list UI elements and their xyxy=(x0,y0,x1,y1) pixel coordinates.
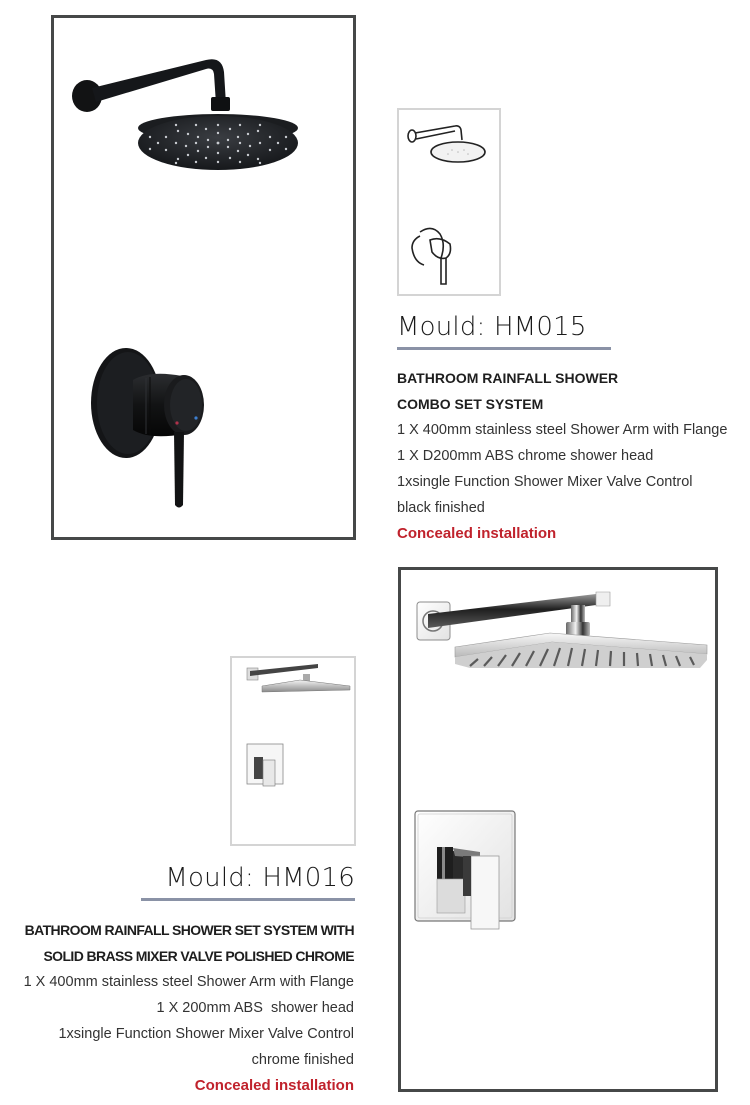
mould-title-hm015: Mould: HM015 xyxy=(397,312,587,342)
spec-line-finish: chrome finished xyxy=(251,1052,354,1068)
black-round-shower-set-image xyxy=(54,18,353,537)
round-shower-line-drawing-thumbnail xyxy=(399,110,499,294)
product-description-hm015 xyxy=(397,365,727,547)
title-underline-hm016 xyxy=(141,898,355,901)
spec-line-finish: black finished xyxy=(397,500,485,516)
title-underline-hm015 xyxy=(397,347,611,350)
product-heading-line-2: SOLID BRASS MIXER VALVE POLISHED CHROME xyxy=(43,948,354,964)
spec-line-arm: 1 X 400mm stainless steel Shower Arm with Flange xyxy=(23,974,354,990)
product-heading-line-1: BATHROOM RAINFALL SHOWER xyxy=(397,370,619,386)
product-heading-line-2: COMBO SET SYSTEM xyxy=(397,396,544,412)
chrome-square-shower-thumbnail xyxy=(232,658,354,844)
spec-line-valve: 1xsingle Function Shower Mixer Valve Control xyxy=(397,474,693,490)
spec-line-valve: 1xsingle Function Shower Mixer Valve Control xyxy=(58,1026,354,1042)
chrome-square-shower-set-image xyxy=(401,570,715,1089)
spec-line-head: 1 X 200mm ABS shower head xyxy=(156,1000,354,1016)
spec-line-head: 1 X D200mm ABS chrome shower head xyxy=(397,448,654,464)
product-image-frame-hm016 xyxy=(398,567,718,1092)
installation-type: Concealed installation xyxy=(397,525,557,542)
mould-title-hm016: Mould: HM016 xyxy=(165,863,355,893)
product-thumbnail-hm016[interactable] xyxy=(230,656,356,846)
product-thumbnail-hm015[interactable] xyxy=(397,108,501,296)
product-description-hm016 xyxy=(24,917,354,1099)
product-heading-line-1: BATHROOM RAINFALL SHOWER SET SYSTEM WITH xyxy=(24,922,354,938)
spec-line-arm: 1 X 400mm stainless steel Shower Arm with Flange xyxy=(397,422,728,438)
installation-type: Concealed installation xyxy=(194,1077,354,1094)
product-image-frame-hm015 xyxy=(51,15,356,540)
